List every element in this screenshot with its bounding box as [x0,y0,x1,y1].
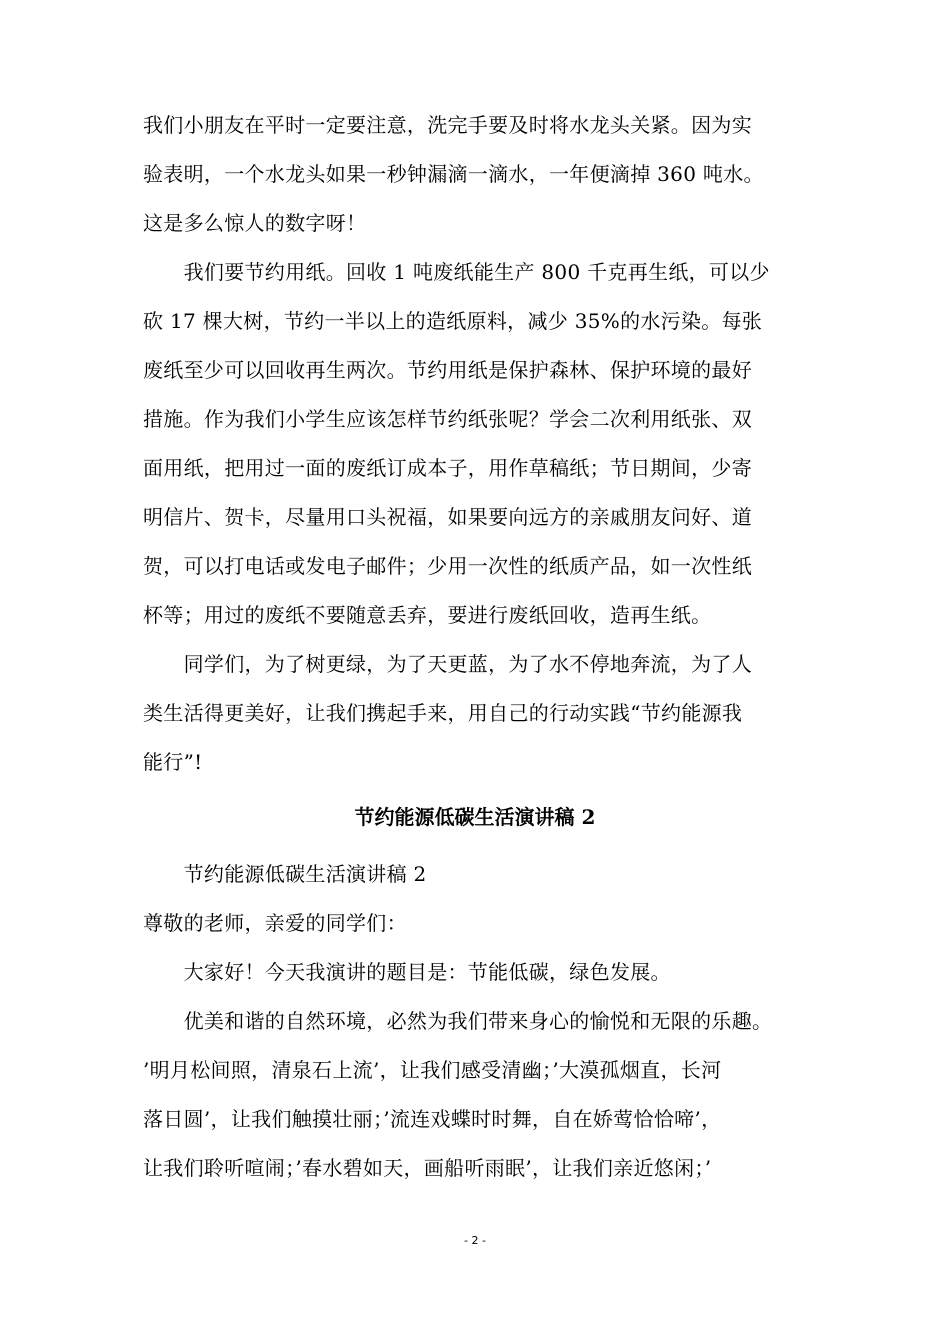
paragraph-line: 尊敬的老师，亲爱的同学们： [143,911,407,935]
paragraph-line: 杯等；用过的废纸不要随意丢弃，要进行废纸回收，造再生纸。 [143,603,712,627]
paragraph-line: 验表明，一个水龙头如果一秒钟漏滴一滴水，一年便滴掉 360 吨水。 [143,162,764,186]
paragraph-line: 措施。作为我们小学生应该怎样节约纸张呢？学会二次利用纸张、双 [143,407,752,431]
paragraph-line: 我们要节约用纸。回收 1 吨废纸能生产 800 千克再生纸，可以少 [143,260,770,284]
paragraph-line: 大家好！今天我演讲的题目是：节能低碳，绿色发展。 [143,960,671,984]
paragraph-line: 砍 17 棵大树，节约一半以上的造纸原料，减少 35%的水污染。每张 [143,309,763,333]
paragraph-line: 我们小朋友在平时一定要注意，洗完手要及时将水龙头关紧。因为实 [143,113,752,137]
paragraph-line: 节约能源低碳生活演讲稿 2 [143,862,427,886]
page-number: - 2 - [464,1234,486,1247]
paragraph-line: 明信片、贺卡，尽量用口头祝福，如果要向远方的亲戚朋友问好、道 [143,505,752,529]
paragraph-line: 优美和谐的自然环境，必然为我们带来身心的愉悦和无限的乐趣。 [143,1009,773,1033]
paragraph-line: 废纸至少可以回收再生两次。节约用纸是保护森林、保护环境的最好 [143,358,752,382]
paragraph-line: 落日圆’，让我们触摸壮丽；’流连戏蝶时时舞，自在娇莺恰恰啼’， [143,1107,722,1131]
section-heading: 节约能源低碳生活演讲稿 2 [354,805,596,829]
paragraph-line: 类生活得更美好，让我们携起手来，用自己的行动实践“节约能源我 [143,701,743,725]
paragraph-line: ’明月松间照，清泉石上流’，让我们感受清幽；’大漠孤烟直，长河 [143,1058,722,1082]
paragraph-line: 同学们，为了树更绿，为了天更蓝，为了水不停地奔流，为了人 [143,652,752,676]
paragraph-line: 面用纸，把用过一面的废纸订成本子，用作草稿纸；节日期间，少寄 [143,456,752,480]
paragraph-line: 让我们聆听喧闹；’春水碧如天，画船听雨眠’，让我们亲近悠闲；’ [143,1156,712,1180]
paragraph-line: 能行”! [143,750,203,774]
paragraph-line: 贺，可以打电话或发电子邮件；少用一次性的纸质产品，如一次性纸 [143,554,752,578]
paragraph-line: 这是多么惊人的数字呀！ [143,211,367,235]
